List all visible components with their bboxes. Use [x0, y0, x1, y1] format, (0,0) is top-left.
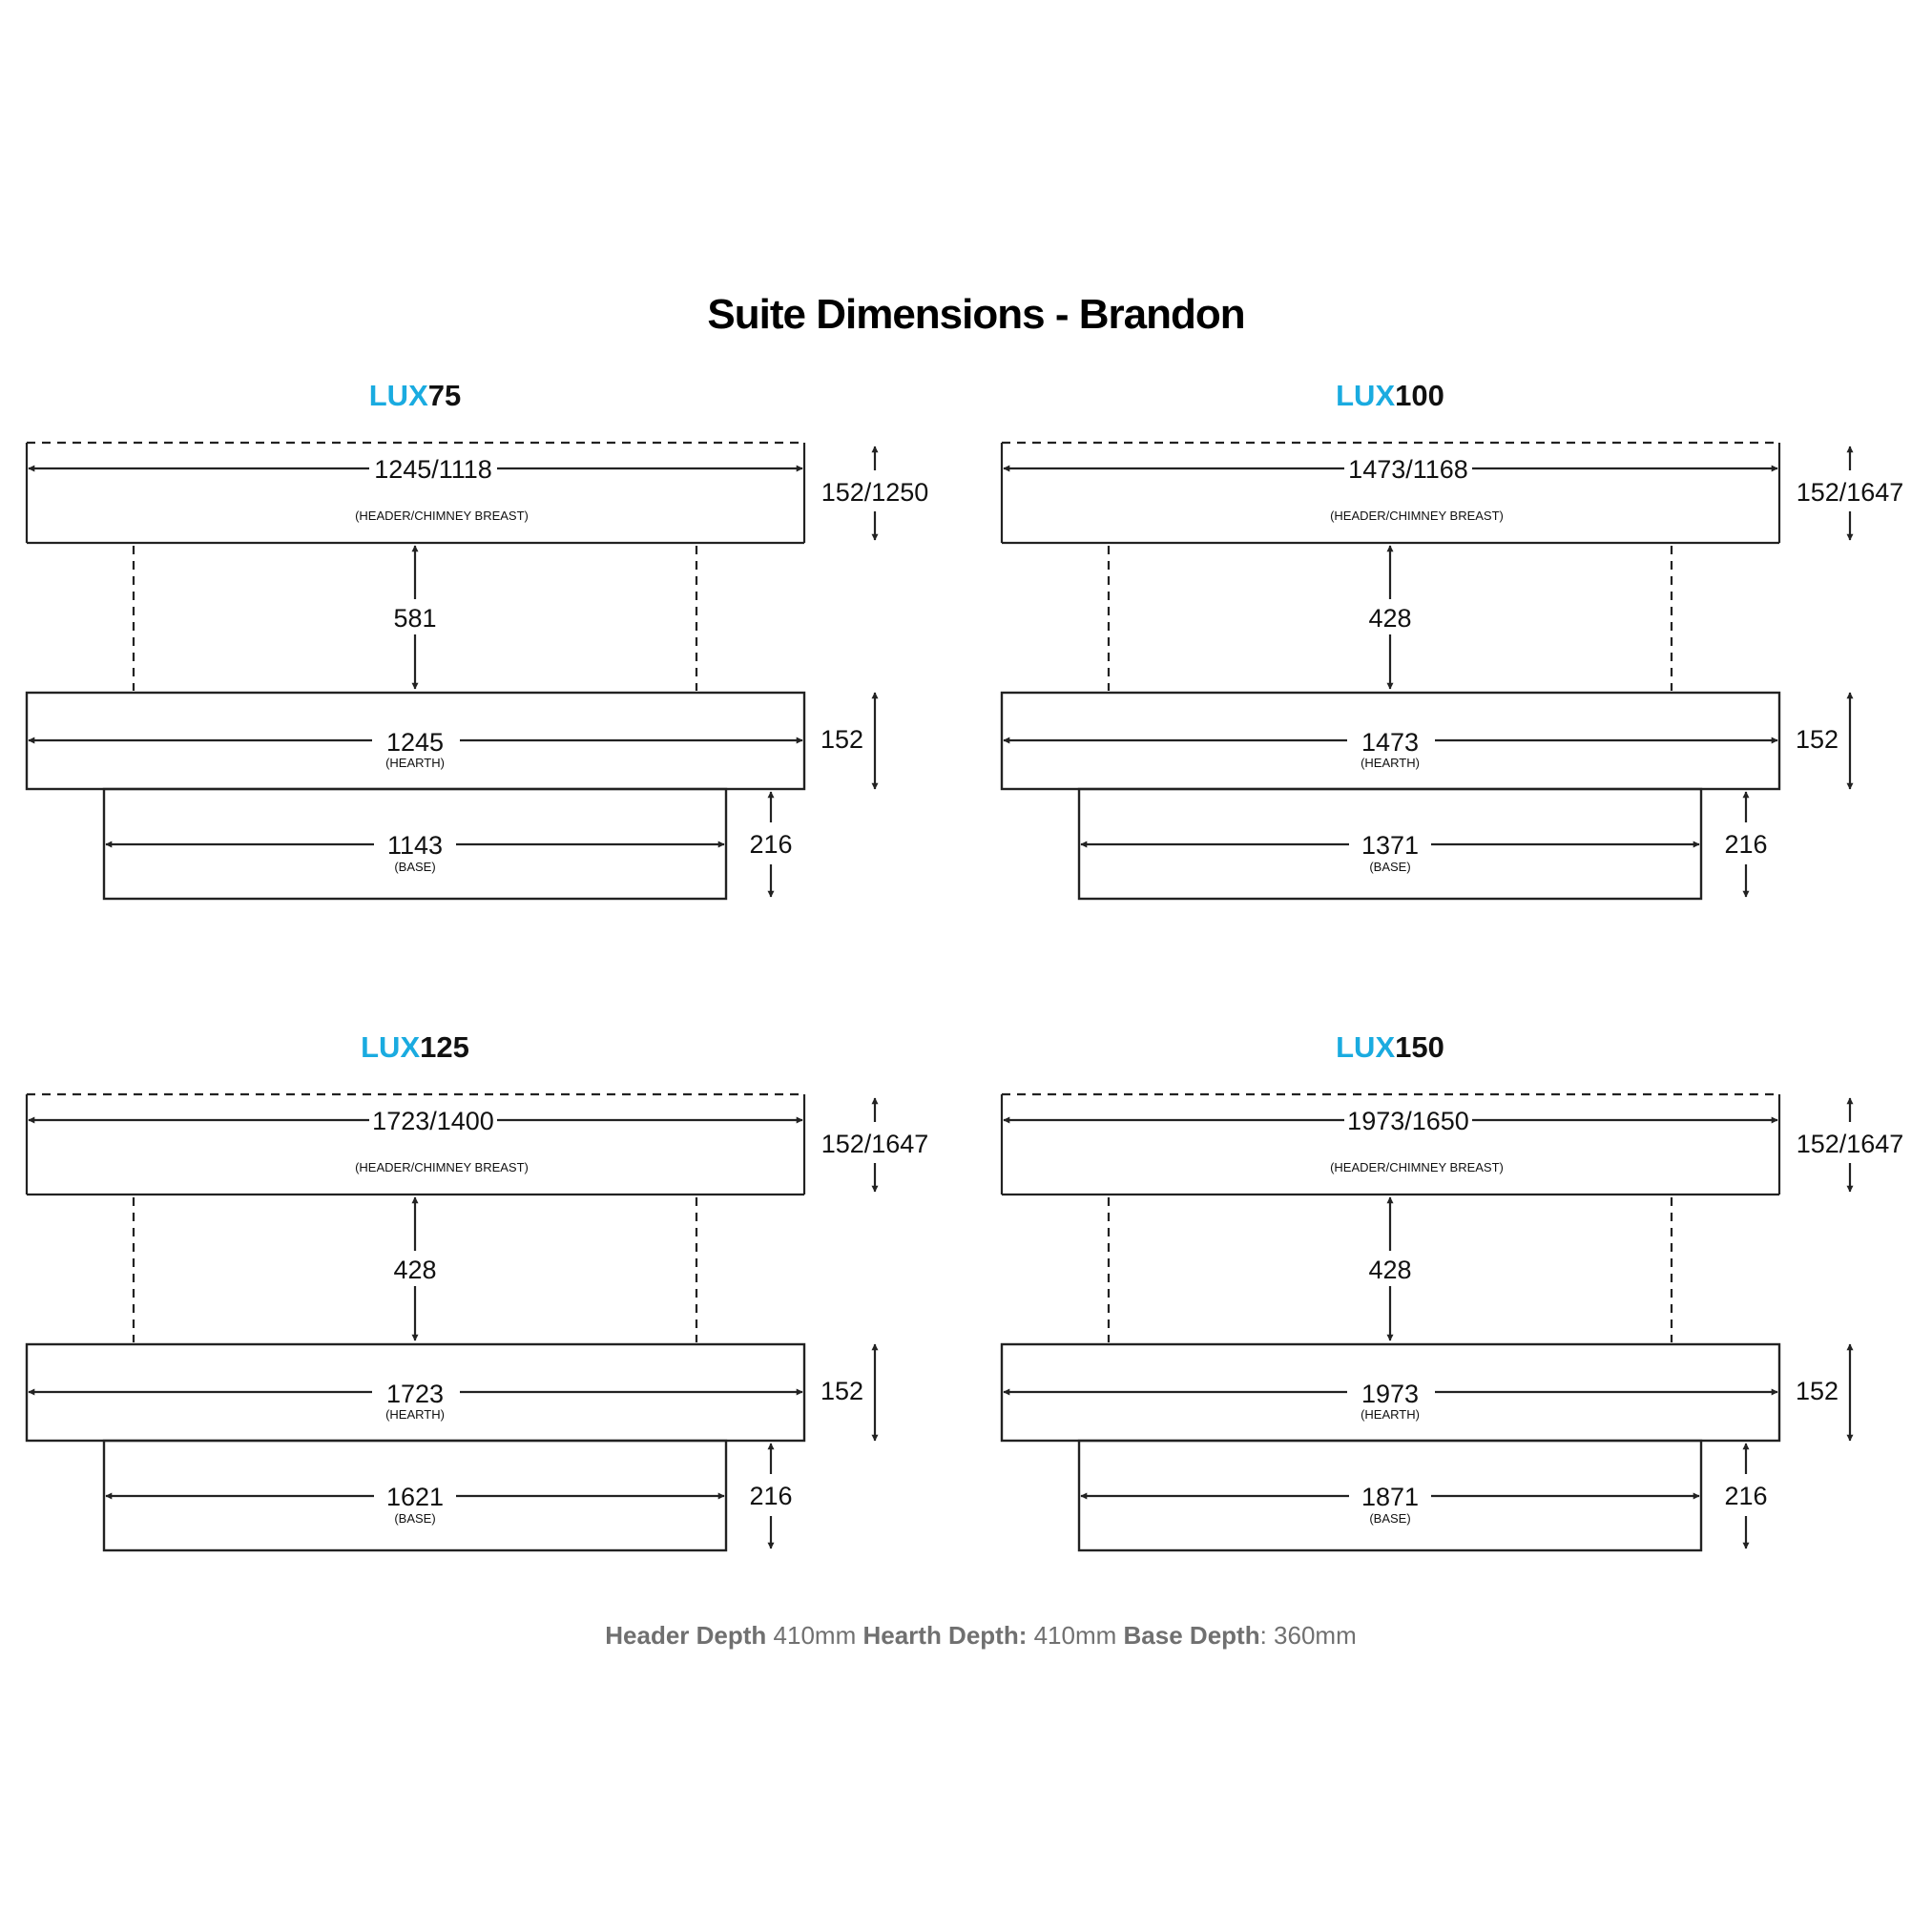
header-width-label: 1473/1168 — [1348, 455, 1468, 484]
header-height-label: 152/1647 — [1796, 1130, 1904, 1158]
model-prefix: LUX — [1336, 379, 1396, 412]
model-title — [361, 1030, 469, 1064]
footer-depths — [605, 1621, 1356, 1650]
hearth-height-label: 152 — [1796, 725, 1839, 754]
hearth-name-label: (HEARTH) — [1361, 1407, 1420, 1422]
model-number: 125 — [420, 1030, 469, 1064]
base-height-label: 216 — [749, 830, 793, 859]
suite-lux150 — [1002, 1030, 1903, 1550]
base-name-label: (BASE) — [394, 1511, 436, 1526]
base-width-label: 1621 — [385, 1483, 445, 1511]
base-width-label: 1371 — [1361, 831, 1420, 860]
header-width-label: 1973/1650 — [1347, 1107, 1469, 1135]
model-title — [1336, 1030, 1444, 1064]
gap-label: 581 — [393, 604, 437, 633]
hearth-depth-value: 410mm — [1027, 1621, 1124, 1650]
base-height-label: 216 — [1724, 1482, 1768, 1510]
header-name-label: (HEADER/CHIMNEY BREAST) — [355, 1160, 529, 1174]
page-title: Suite Dimensions - Brandon — [707, 291, 1245, 338]
model-prefix: LUX — [1336, 1030, 1396, 1064]
hearth-depth-label: Hearth Depth: — [862, 1621, 1028, 1650]
base-name-label: (BASE) — [1369, 1511, 1411, 1526]
model-title — [1336, 379, 1444, 412]
model-prefix: LUX — [361, 1030, 421, 1064]
hearth-height-label: 152 — [821, 1377, 864, 1405]
base-width-label: 1871 — [1361, 1483, 1420, 1511]
header-name-label: (HEADER/CHIMNEY BREAST) — [355, 509, 529, 523]
model-number: 150 — [1395, 1030, 1444, 1064]
hearth-name-label: (HEARTH) — [385, 756, 445, 770]
header-depth-label: Header Depth — [605, 1621, 767, 1650]
model-prefix: LUX — [368, 379, 428, 412]
suite-lux75 — [27, 379, 928, 899]
base-depth-value: : 360mm — [1259, 1621, 1357, 1650]
hearth-height-label: 152 — [1796, 1377, 1839, 1405]
gap-label: 428 — [1368, 1256, 1412, 1284]
hearth-width-label: 1245 — [385, 728, 445, 757]
hearth-width-label: 1973 — [1361, 1380, 1420, 1408]
header-name-label: (HEADER/CHIMNEY BREAST) — [1330, 1160, 1504, 1174]
gap-label: 428 — [1368, 604, 1412, 633]
hearth-width-label: 1723 — [385, 1380, 445, 1408]
hearth-width-label: 1473 — [1361, 728, 1420, 757]
header-height-label: 152/1647 — [821, 1130, 929, 1158]
header-depth-value: 410mm — [766, 1621, 863, 1650]
base-height-label: 216 — [1724, 830, 1768, 859]
header-width-label: 1723/1400 — [372, 1107, 494, 1135]
header-height-label: 152/1250 — [821, 478, 929, 507]
suite-lux100 — [1002, 379, 1903, 899]
suite-lux125 — [27, 1030, 928, 1550]
model-number: 75 — [427, 379, 462, 412]
base-name-label: (BASE) — [1369, 860, 1411, 874]
model-number: 100 — [1395, 379, 1444, 412]
base-name-label: (BASE) — [394, 860, 436, 874]
hearth-name-label: (HEARTH) — [1361, 756, 1420, 770]
header-height-label: 152/1647 — [1796, 478, 1904, 507]
base-height-label: 216 — [749, 1482, 793, 1510]
suites-group — [27, 379, 1903, 1550]
model-title — [369, 379, 461, 412]
hearth-name-label: (HEARTH) — [385, 1407, 445, 1422]
base-depth-label: Base Depth — [1123, 1621, 1260, 1650]
header-name-label: (HEADER/CHIMNEY BREAST) — [1330, 509, 1504, 523]
hearth-height-label: 152 — [821, 725, 864, 754]
header-width-label: 1245/1118 — [374, 455, 492, 484]
gap-label: 428 — [393, 1256, 437, 1284]
base-width-label: 1143 — [386, 831, 444, 860]
